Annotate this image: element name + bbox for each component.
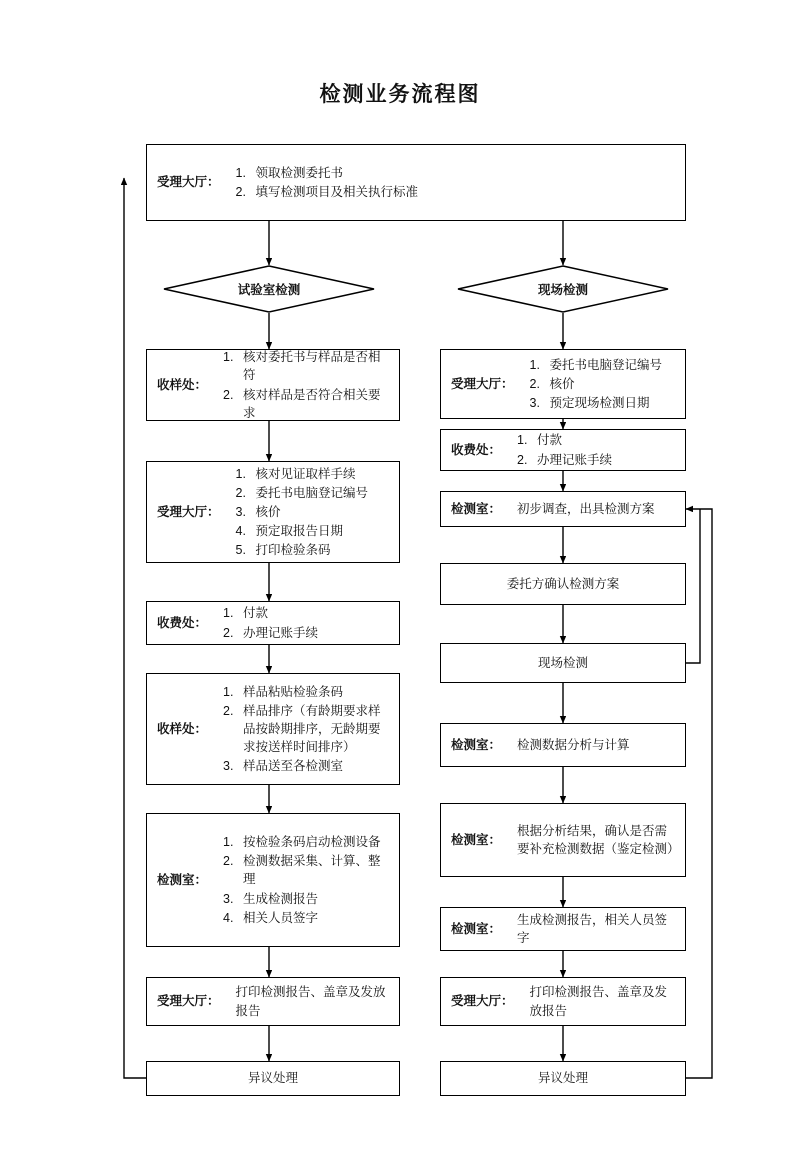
node-label: 受理大厅：	[157, 175, 220, 190]
node-body: 打印检测报告、盖章及发放报告	[235, 985, 386, 1018]
node-intake-hall-report-lab	[146, 977, 400, 1026]
node-body: 1. 付款 2. 办理记账手续	[223, 606, 319, 640]
step-text: 按检验条码启动检测设备	[243, 835, 381, 850]
decision-label: 现场检测	[537, 283, 588, 297]
node-sample-check	[146, 349, 400, 421]
node-generate-report-site	[440, 907, 686, 951]
node-body: 委托方确认检测方案	[506, 576, 620, 591]
node-payment-site	[440, 429, 686, 471]
node-label: 检测室：	[451, 501, 502, 516]
node-sample-sort	[146, 673, 400, 785]
step-text: 检测数据采集、计算、整理	[243, 854, 381, 887]
step-text: 样品粘贴检验条码	[243, 684, 344, 699]
node-dispute-lab	[146, 1061, 400, 1096]
node-intake-top	[146, 144, 686, 221]
node-label: 受理大厅：	[157, 504, 220, 519]
node-body: 检测数据分析与计算	[517, 737, 630, 752]
node-client-confirm	[440, 563, 686, 605]
step-text: 预定取报告日期	[255, 524, 344, 539]
step-text: 核对样品是否符合相关要求	[243, 387, 381, 420]
node-body: 打印检测报告、盖章及发放报告	[529, 985, 668, 1018]
step-text: 相关人员签字	[243, 910, 319, 925]
decision-label: 试验室检测	[237, 283, 301, 297]
step-text: 核对见证取样手续	[255, 466, 356, 481]
node-intake-hall-site	[440, 349, 686, 419]
step-text: 付款	[243, 606, 269, 621]
decision-lab-test	[163, 265, 375, 313]
step-text: 核价	[549, 376, 575, 391]
node-body: 1. 委托书电脑登记编号 2. 核价 3. 预定现场检测日期	[529, 357, 663, 411]
step-text: 样品送至各检测室	[243, 759, 344, 774]
node-data-analysis	[440, 723, 686, 767]
node-body: 生成检测报告，相关人员签字	[517, 912, 668, 945]
node-lab-survey	[440, 491, 686, 527]
node-label: 检测室：	[451, 921, 502, 936]
step-text: 办理记账手续	[243, 625, 319, 640]
node-body: 1. 按检验条码启动检测设备 2. 检测数据采集、计算、整理 3. 生成检测报告 4. 相关人员签字	[223, 835, 381, 925]
step-text: 核对委托书与样品是否相符	[243, 350, 381, 383]
node-body: 1. 付款 2. 办理记账手续	[517, 433, 613, 467]
step-text: 核价	[255, 504, 281, 519]
step-text: 委托书电脑登记编号	[255, 485, 369, 500]
node-intake-hall-lab	[146, 461, 400, 563]
step-text: 生成检测报告	[243, 891, 319, 906]
node-label: 检测室：	[451, 737, 502, 752]
node-dispute-site	[440, 1061, 686, 1096]
node-label: 检测室：	[157, 872, 208, 887]
node-label: 受理大厅：	[157, 994, 220, 1009]
decision-site-test	[457, 265, 669, 313]
node-body: 1. 领取检测委托书 2. 填写检测项目及相关执行标准	[235, 165, 419, 199]
node-body: 异议处理	[247, 1071, 298, 1086]
node-body: 根据分析结果，确认是否需要补充检测数据（鉴定检测）	[517, 823, 680, 856]
page-title: 检测业务流程图	[319, 83, 481, 106]
node-body: 异议处理	[537, 1071, 588, 1086]
node-lab-room-test	[146, 813, 400, 947]
node-label: 收样处：	[157, 377, 208, 392]
node-intake-hall-report-site	[440, 977, 686, 1026]
node-label: 检测室：	[451, 832, 502, 847]
step-text: 付款	[537, 433, 563, 448]
step-text: 预定现场检测日期	[549, 396, 650, 411]
step-text: 领取检测委托书	[255, 165, 344, 180]
node-payment-lab	[146, 601, 400, 645]
step-text: 委托书电脑登记编号	[549, 357, 663, 372]
step-text: 样品排序（有龄期要求样品按龄期排序，无龄期要求按送样时间排序）	[243, 703, 381, 755]
node-body: 1. 样品粘贴检验条码 2. 样品排序（有龄期要求样品按龄期排序，无龄期要求按送样时间排序） 3. 样品送至各检测室	[223, 684, 381, 774]
node-label: 收样处：	[157, 721, 208, 736]
node-site-inspection	[440, 643, 686, 683]
node-label: 受理大厅：	[451, 376, 514, 391]
node-label: 受理大厅：	[451, 994, 514, 1009]
node-label: 收费处：	[157, 615, 208, 630]
node-need-more-data	[440, 803, 686, 877]
node-body: 初步调查，出具检测方案	[517, 501, 655, 516]
node-body: 1. 核对委托书与样品是否相符 2. 核对样品是否符合相关要求	[223, 350, 381, 420]
node-label: 收费处：	[451, 442, 502, 457]
step-text: 打印检验条码	[255, 543, 331, 558]
node-body: 1. 核对见证取样手续 2. 委托书电脑登记编号 3. 核价 4. 预定取报告日期 5. 打印检验条码	[235, 466, 369, 558]
node-body: 现场检测	[537, 655, 588, 670]
step-text: 填写检测项目及相关执行标准	[255, 185, 419, 199]
step-text: 办理记账手续	[537, 452, 613, 467]
